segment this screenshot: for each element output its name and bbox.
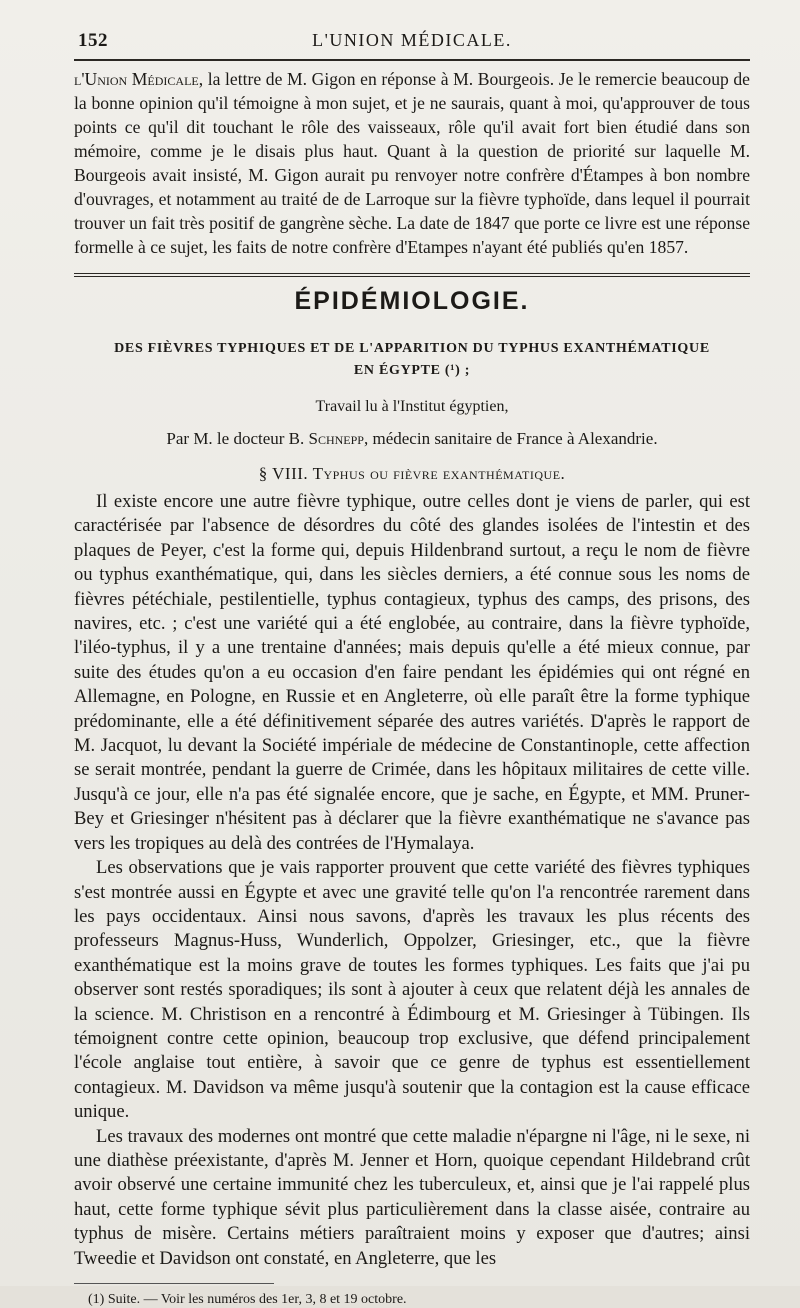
byline-suffix: , médecin sanitaire de France à Alexandrie. [363,429,658,448]
section-title: ÉPIDÉMIOLOGIE. [294,287,530,315]
article-byline [74,428,750,450]
byline-prefix: Par M. le docteur B. [166,429,309,448]
footnote: (1) Suite. — Voir les numéros des 1er, 3, 8 et 19 octobre. [88,1292,407,1307]
body-paragraph-1: Il existe encore une autre fièvre typhique, outre celles dont je viens de parler, qui est caractérisée par l'absence de désordres du côté des glandes isolées de l'intestin et des plaques de Peyer, c'est la forme qui, depuis Hildenbrand surtout, a reçu le nom de fièvre ou typhus exanthématique, qui, dans les siècles derniers, a été connue sous les noms de fièvres pétéchiale, pestilentielle, typhus contagieux, typhus des camps, des prisons, des navires, etc. ; c'est une variété qui a été englobée, au contraire, dans la fièvre typhoïde, l'iléo-typhus, il y a une trentaine d'années; mais depuis qu'elle a été mieux connue, par suite des études qu'on a eu occasion d'en faire pendant les épidémies qui ont régné en Allemagne, en Pologne, en Russie et en Angleterre, où elle paraît être la forme typhique prédominante, elle a été définitivement séparée des autres variétés. D'après le rapport de M. Jacquot, lu devant la Société impériale de médecine de Constantinople, cette affection se serait montrée, pendant la guerre de Crimée, dans les hôpitaux militaires de cette ville. Jusqu'à ce jour, elle n'a pas été signalée encore, que je sache, en Égypte, et MM. Pruner-Bey et Griesinger n'hésitent pas à déclarer que la fièvre exanthématique ne s'avance pas vers les tropiques au delà des contrées de l'Hymalaya. [74,491,750,854]
article-subtitle: Travail lu à l'Institut égyptien, [315,398,509,415]
body-paragraph-2: Les observations que je vais rapporter prouvent que cette variété des fièvres typhiques s'est montrée aussi en Égypte et avec une gravité telle qu'on l'a rencontrée rarement dans les pays occidentaux. Ainsi nous savons, d'après les travaux les plus récents des professeurs Magnus-Huss, Wunderlich, Oppolzer, Griesinger, etc., que la fièvre exanthématique est la moins grave de toutes les formes typhiques. Les faits que j'ai pu observer sont restés sporadiques; ils sont à ajouter à ceux que relatent déjà les annales de la science. M. Christison en a rencontré à Édimbourg et M. Griesinger à Tübingen. Ils témoignent contre cette opinion, beaucoup trop exclusive, que défend principalement l'école anglaise tout entière, à savoir que ce genre de typhus est essentiellement contagieux. M. Davidson va même jusqu'à soutenir que la contagion est la cause efficace unique. [74,857,750,1123]
page-number: 152 [78,30,108,51]
subsection-heading: § VIII. Typhus ou fièvre exanthématique. [258,464,566,483]
body-paragraph-3: Les travaux des modernes ont montré que cette maladie n'épargne ni l'âge, ni le sexe, ni une diathèse préexistante, d'après M. Jenner et Horn, quoique cependant Hildebrand crût avoir observé une certaine immunité chez les tuberculeux, et, ainsi que je l'ai rappelé plus haut, cette forme typhique sévit plus particulièrement dans la classe aisée, contraire au typhus de misère. Certains métiers paraîtraient moins y exposer que d'autres; ainsi Tweedie et Davidson ont constaté, en Angleterre, que les [74,1125,750,1269]
section-divider [74,273,750,277]
running-head [74,30,750,61]
article-title-line-2: EN ÉGYPTE (¹) ; [353,363,471,378]
journal-title: L'UNION MÉDICALE. [312,30,512,50]
article-body [74,490,750,1271]
article-title [74,338,750,382]
footnote-divider [74,1283,274,1284]
intro-paragraph [74,67,750,259]
intro-text: , la lettre de M. Gigon en réponse à M. Bourgeois. Je le remercie beaucoup de la bonne opinion qu'il témoigne à mon sujet, et je ne saurais, quant à moi, qu'approuver de tous points ce qu'il dit touchant le rôle des vaisseaux, rôle qu'il avait fort bien étudié dans son mémoire, comme je le disais plus haut. Quant à la question de priorité sur laquelle M. Bourgeois avait insisté, M. Gigon aurait pu renvoyer notre confrère d'Étampes à bon nombre d'ouvrages, et notamment au traité de de Larroque sur la fièvre typhoïde, dans lequel il pourrait trouver un fait très positif de gangrène sèche. La date de 1847 que porte ce livre est une réponse formelle à ce sujet, les faits de notre confrère d'Etampes n'ayant été publiés qu'en 1857. [74,69,750,257]
journal-name: l'Union Médicale [74,69,199,89]
author-name: Schnepp [308,429,364,448]
article-title-line-1: DES FIÈVRES TYPHIQUES ET DE L'APPARITION DU TYPHUS EXANTHÉMATIQUE [114,341,710,356]
